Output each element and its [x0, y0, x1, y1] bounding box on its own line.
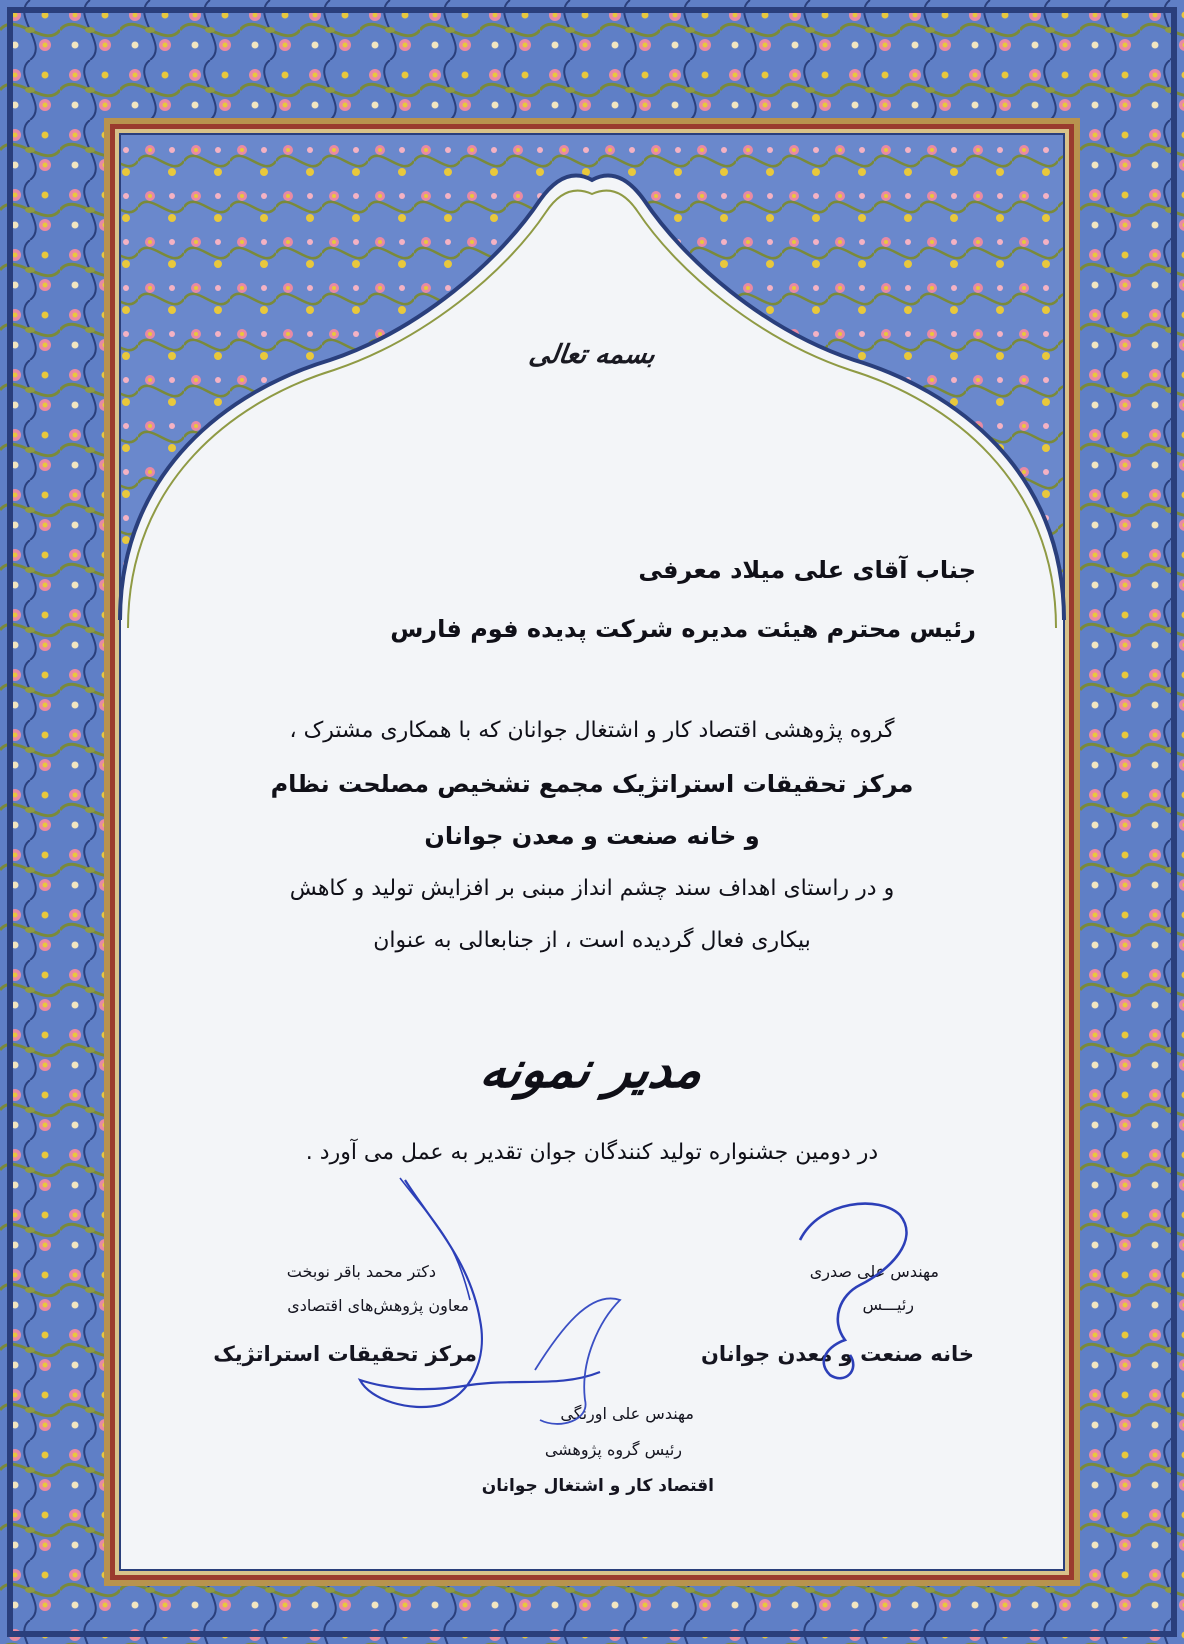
signatory-left-org: مرکز تحقیقات استراتژیک [213, 1342, 477, 1366]
body-line-4: و در راستای اهداف سند چشم انداز مبنی بر افزایش تولید و کاهش [289, 876, 895, 901]
recipient-name: جناب آقای علی میلاد معرفی [638, 556, 976, 584]
signatory-center-role: رئیس گروه پژوهشی [544, 1440, 682, 1459]
signatory-right-org: خانه صنعت و معدن جوانان [701, 1342, 974, 1366]
body-line-1: گروه پژوهشی اقتصاد کار و اشتغال جوانان که با همکاری مشترک ، [289, 718, 895, 743]
basmala: بسمه تعالی [527, 340, 657, 370]
signatory-right-name: مهندس علی صدری [809, 1262, 939, 1281]
signatory-left-name: دکتر محمد باقر نوبخت [286, 1262, 436, 1281]
signatory-right-role: رئیـــس [862, 1295, 914, 1314]
signatory-left-role: معاون پژوهش‌های اقتصادی [287, 1296, 469, 1315]
recipient-position: رئیس محترم هیئت مدیره شرکت پدیده فوم فارس [390, 615, 976, 643]
body-line-2: مرکز تحقیقات استراتژیک مجمع تشخیص مصلحت نظام [270, 770, 914, 798]
signatory-center-name: مهندس علی اورنگی [560, 1404, 694, 1423]
signatory-center-org: اقتصاد کار و اشتغال جوانان [481, 1476, 714, 1496]
body-line-3: و خانه صنعت و معدن جوانان [424, 822, 760, 850]
award-title: مدیر نمونه [476, 1040, 708, 1099]
body-line-5: بیکاری فعال گردیده است ، از جنابعالی به عنوان [373, 928, 811, 953]
closing-line: در دومین جشنواره تولید کنندگان جوان تقدیر به عمل می آورد . [305, 1140, 879, 1165]
